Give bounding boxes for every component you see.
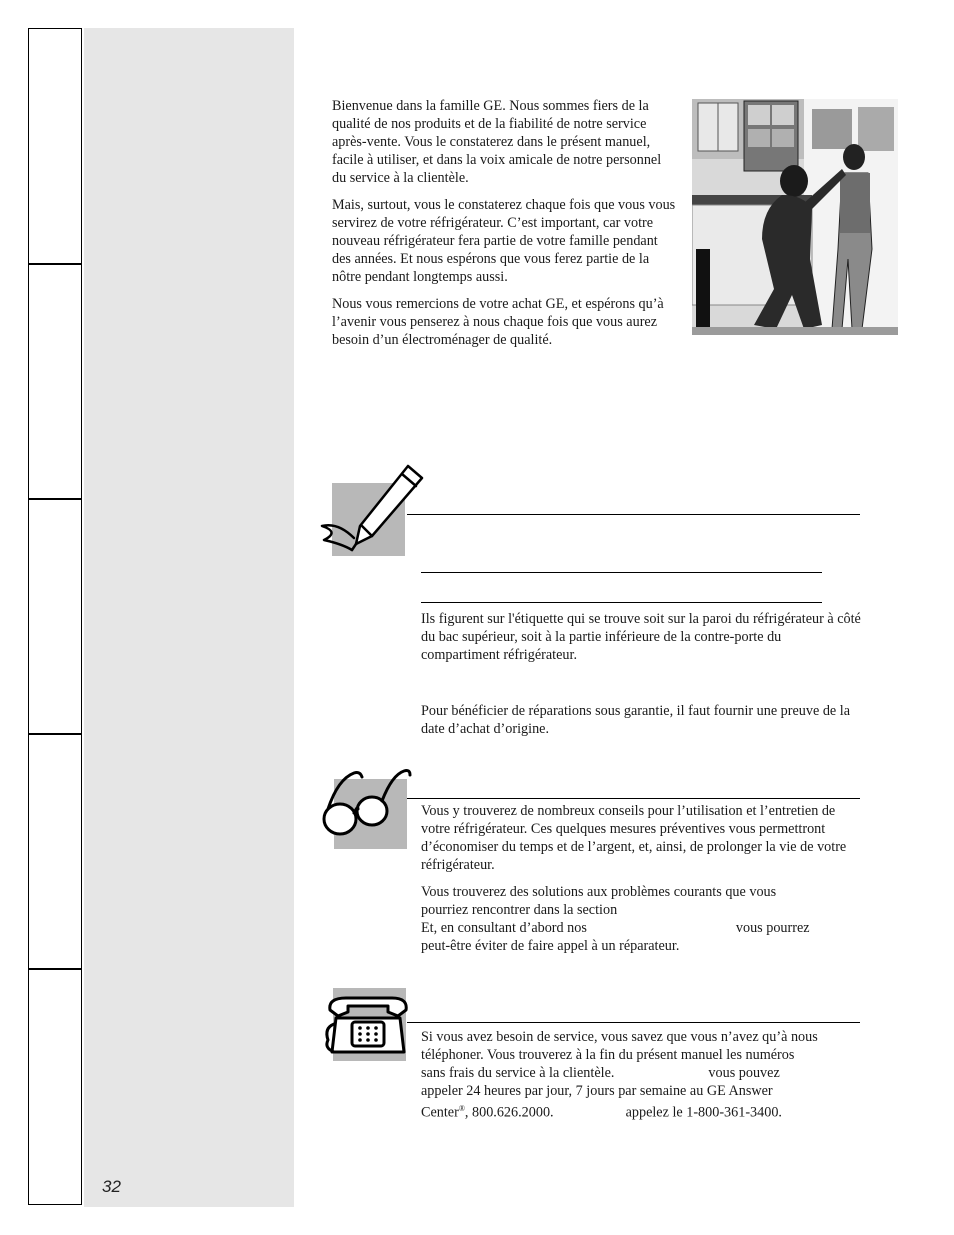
read-line: Vous trouverez des solutions aux problèmes courants que vous (421, 884, 777, 900)
read-line: peut-être éviter de faire appel à un réparateur. (421, 938, 680, 954)
read-line-part: Et, en consultant d’abord nos (421, 920, 587, 936)
welcome-paragraph: Bienvenue dans la famille GE. Nous sommes fiers de la qualité de nos produits et de la fiabilité de notre service après-vente. Vous le constaterez dans le présent manuel, facile à utiliser, et dans la voix amicale de notre personnel du service à la clientèle. (332, 98, 662, 186)
glasses-icon (320, 765, 416, 839)
gray-margin-panel (84, 28, 294, 1207)
service-line: Si vous avez besoin de service, vous savez que vous n’avez qu’à nous (421, 1029, 818, 1045)
service-line-part: Center (421, 1104, 459, 1121)
section-rule (407, 514, 860, 515)
read-line (421, 919, 861, 937)
section-rule (407, 1022, 860, 1023)
service-line-part: , 800.626.2000. (464, 1104, 554, 1121)
read-paragraph: Vous y trouverez de nombreux conseils pour l’utilisation et l’entretien de votre réfrigérateur. Ces quelques mesures préventives vous permettront d’économiser du temps et de l’argent, et, ainsi, de prolonger la vie de votre réfrigérateur. (421, 803, 847, 873)
read-line: pourriez rencontrer dans la section (421, 902, 618, 918)
side-tab-strip (28, 28, 82, 1205)
service-section (421, 1028, 861, 1122)
service-line: téléphoner. Vous trouverez à la fin du présent manuel les numéros (421, 1047, 795, 1063)
welcome-section (332, 97, 677, 358)
tab-divider (29, 263, 81, 265)
registered-mark: ® (458, 1104, 465, 1113)
service-line: appeler 24 heures par jour, 7 jours par semaine au GE Answer (421, 1083, 773, 1099)
welcome-paragraph: Nous vous remercions de votre achat GE, et espérons qu’à l’avenir vous penserez à nous chaque fois que vous aurez besoin d’un électroménager de qualité. (332, 296, 664, 348)
tab-divider (29, 498, 81, 500)
warranty-text: Pour bénéficier de réparations sous garantie, il faut fournir une preuve de la date d’achat d’origine. (421, 703, 851, 737)
read-line-part: vous pourrez (735, 920, 810, 936)
telephone-icon (322, 994, 414, 1058)
welcome-paragraph: Mais, surtout, vous le constaterez chaque fois que vous vous servirez de votre réfrigérateur. C’est important, car votre nouveau réfrigérateur fera partie de votre famille pendant des années. Et nous espérons que vous ferez partie de la nôtre pendant longtemps aussi. (332, 197, 676, 285)
page-number: 32 (102, 1177, 121, 1196)
read-manual-section (421, 802, 861, 955)
service-line-part: sans frais du service à la clientèle. (421, 1065, 615, 1081)
service-line (421, 1100, 861, 1122)
pencil-icon (318, 460, 428, 556)
service-line-part: appelez le 1-800-361-3400. (625, 1104, 782, 1121)
tab-divider (29, 968, 81, 970)
service-line (421, 1064, 861, 1082)
section-rule (407, 798, 860, 799)
family-photo (692, 99, 898, 335)
serial-number-line (421, 602, 822, 603)
service-line-part: vous pouvez (708, 1065, 780, 1081)
model-number-line (421, 572, 822, 573)
label-location-text: Ils figurent sur l'étiquette qui se trouve soit sur la paroi du réfrigérateur à côté du bac supérieur, soit à la partie inférieure de la contre-porte du compartiment réfrigérateur. (421, 611, 861, 663)
tab-divider (29, 733, 81, 735)
